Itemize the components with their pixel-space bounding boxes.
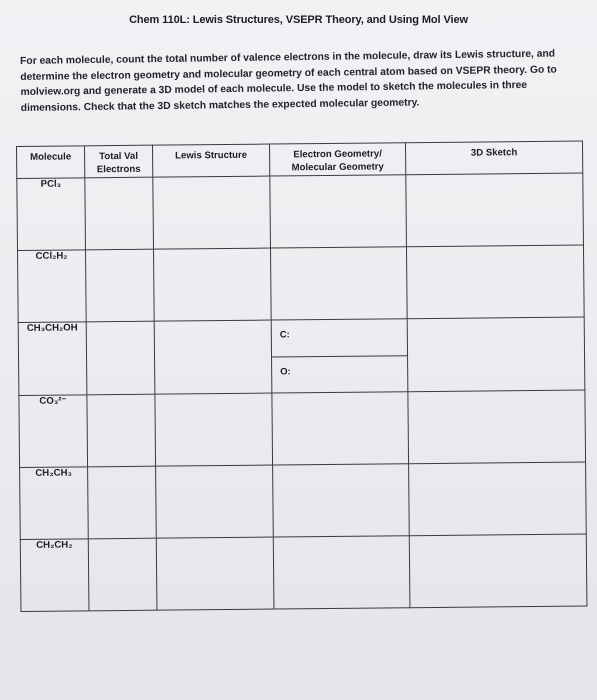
total-val-cell[interactable] <box>88 466 157 539</box>
header-lewis-structure: Lewis Structure <box>152 144 269 177</box>
total-val-cell[interactable] <box>86 321 155 395</box>
lewis-cell[interactable] <box>153 248 271 321</box>
sketch-cell[interactable] <box>409 462 587 536</box>
sketch-cell[interactable] <box>407 317 585 392</box>
geometry-cell[interactable] <box>273 536 410 609</box>
geometry-carbon-cell[interactable] <box>272 319 407 356</box>
molecule-name: CH₃CH₂OH <box>18 322 87 396</box>
molecule-name: CH₂CH₂ <box>20 539 89 612</box>
sketch-cell[interactable] <box>406 173 584 247</box>
total-val-cell[interactable] <box>85 249 154 322</box>
instructions-paragraph: For each molecule, count the total number of valence electrons in the molecule, draw its Lewis structure, and determine the electron geometry and molecular geometry of each central atom based on VSEPR theory. Go to molview.org and generate a 3D model of each molecule. Use the model to sketch the molecules in three dimensions. Check that the 3D sketch matches the expected molecular geometry. <box>20 48 557 114</box>
worksheet-title: Chem 110L: Lewis Structures, VSEPR Theory, and Using Mol View <box>129 14 468 26</box>
oxygen-label: O: <box>280 364 291 376</box>
table-row <box>17 173 584 250</box>
total-val-cell[interactable] <box>87 394 156 467</box>
table-row <box>19 390 586 467</box>
geometry-cell[interactable] <box>270 247 407 320</box>
molecule-name: CH₃CH₃ <box>20 467 89 540</box>
header-3d-sketch: 3D Sketch <box>405 141 582 175</box>
molecule-name: CCl₂H₂ <box>18 250 87 323</box>
table-row <box>20 534 587 611</box>
table-row <box>20 462 587 539</box>
lewis-cell[interactable] <box>156 465 274 538</box>
lewis-cell[interactable] <box>156 537 274 610</box>
lewis-cell[interactable] <box>154 320 272 394</box>
geometry-cell[interactable] <box>270 175 407 248</box>
geometry-oxygen-cell[interactable] <box>272 355 407 393</box>
geometry-cell[interactable] <box>272 392 409 465</box>
geometry-cell-split <box>271 319 408 393</box>
sketch-cell[interactable] <box>406 245 584 319</box>
header-total-val-electrons: Total Val Electrons <box>85 145 153 178</box>
sketch-cell[interactable] <box>408 390 586 464</box>
carbon-label: C: <box>279 328 290 340</box>
table-row <box>18 317 585 395</box>
lewis-cell[interactable] <box>155 393 273 466</box>
sketch-cell[interactable] <box>409 534 587 608</box>
molecule-name: PCl₃ <box>17 178 86 251</box>
table-row <box>18 245 585 322</box>
geometry-cell[interactable] <box>273 464 410 537</box>
molecule-name: CO₃²⁻ <box>19 395 88 468</box>
total-val-cell[interactable] <box>88 538 157 611</box>
molecule-table-container <box>16 141 587 658</box>
lewis-cell[interactable] <box>153 176 271 249</box>
total-val-cell[interactable] <box>85 177 154 250</box>
header-molecule: Molecule <box>17 146 85 179</box>
header-geometry: Electron Geometry/ Molecular Geometry <box>269 143 405 176</box>
molecule-table <box>16 141 587 612</box>
